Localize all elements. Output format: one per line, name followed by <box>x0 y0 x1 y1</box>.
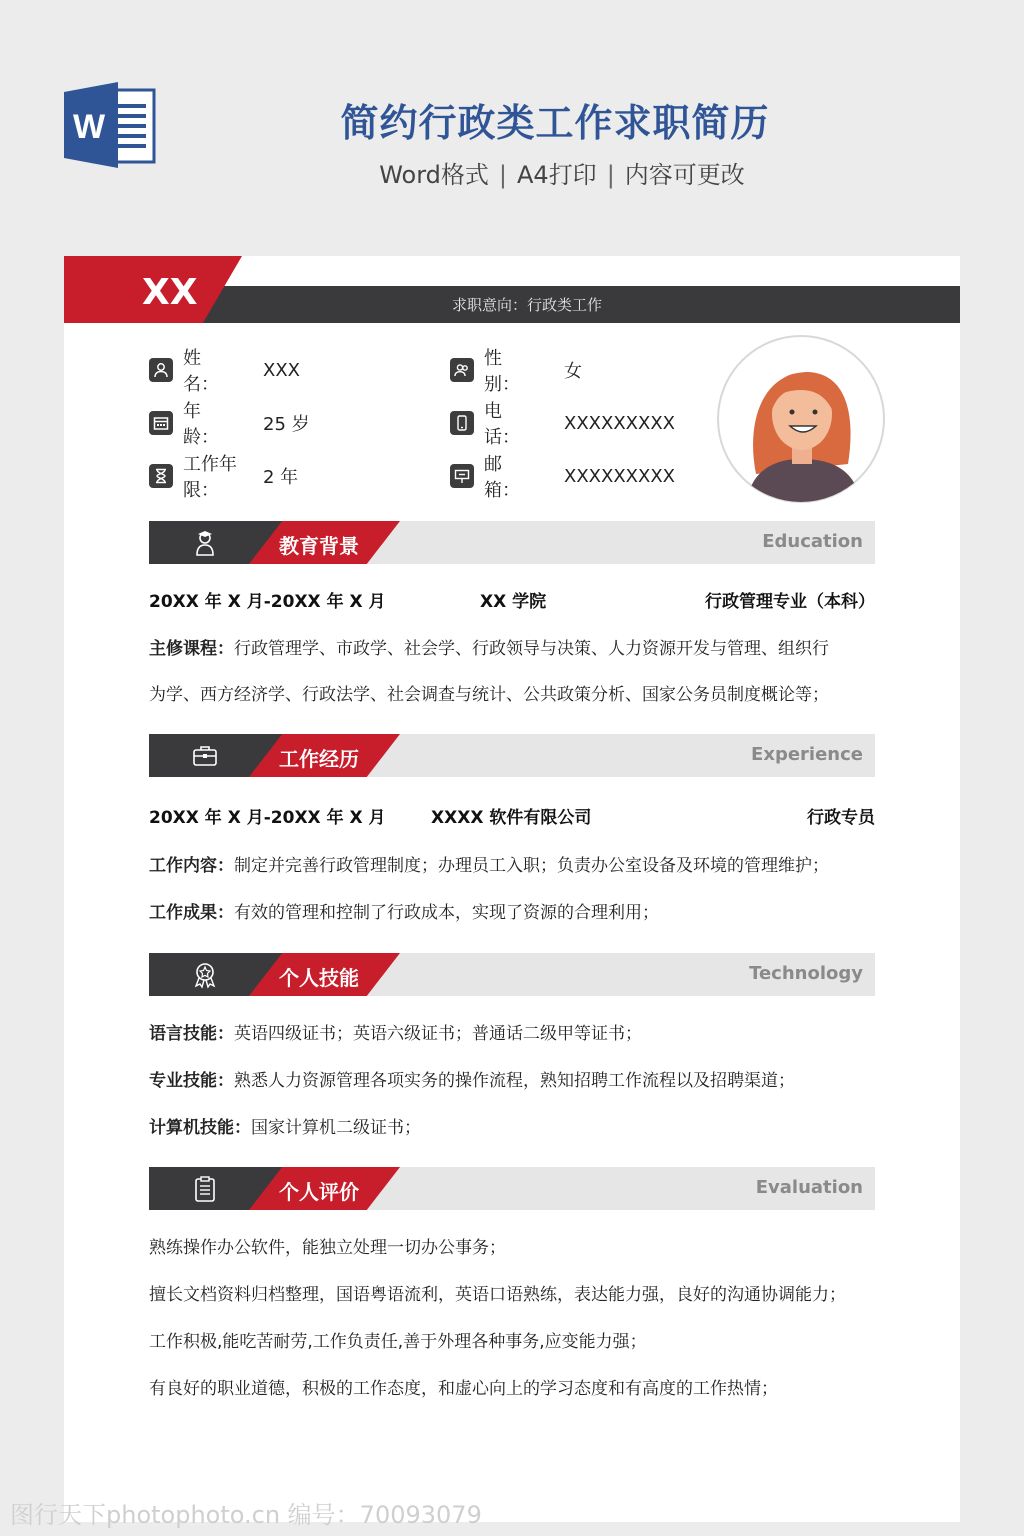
skill-text: 英语四级证书；英语六级证书；普通话二级甲等证书； <box>234 1024 642 1044</box>
info-label: 电 话： <box>484 401 538 448</box>
phone-icon <box>450 411 474 435</box>
section-title: 教育背景 <box>279 534 359 558</box>
job-intent: 求职意向：行政类工作 <box>452 296 603 314</box>
education-school: XX 学院 <box>480 592 547 612</box>
experience-company: XXXX 软件有限公司 <box>431 808 592 828</box>
section-title: 个人评价 <box>279 1180 359 1204</box>
graduate-icon <box>191 529 219 557</box>
courses-line1: 行政管理学、市政学、社会学、行政领导与决策、人力资源开发与管理、组织行 <box>234 639 829 659</box>
section-title-en: Evaluation <box>755 1177 863 1198</box>
section-skills-header <box>149 953 875 996</box>
skill-computer <box>149 1113 889 1138</box>
info-value: 女 <box>564 361 582 382</box>
skill-text: 熟悉人力资源管理各项实务的操作流程，熟知招聘工作流程以及招聘渠道； <box>234 1071 795 1091</box>
gender-icon <box>450 358 474 382</box>
section-evaluation-header <box>149 1167 875 1210</box>
courses-label: 主修课程： <box>149 639 234 659</box>
briefcase-icon <box>191 742 219 770</box>
skill-label: 计算机技能： <box>149 1118 251 1138</box>
skill-label: 专业技能： <box>149 1071 234 1091</box>
experience-result <box>149 898 889 923</box>
info-value: 25 岁 <box>263 414 310 435</box>
subtitle-editable: 内容可更改 <box>624 161 745 189</box>
subtitle-print: A4打印 <box>517 161 597 189</box>
education-major: 行政管理专业（本科） <box>705 592 875 612</box>
section-title-en: Technology <box>749 963 863 984</box>
resume-page <box>64 256 960 1522</box>
info-label: 工作年限： <box>183 454 237 501</box>
calendar-icon <box>149 411 173 435</box>
evaluation-line: 工作积极,能吃苦耐劳,工作负责任,善于外理各种事务,应变能力强； <box>149 1332 647 1352</box>
section-education-header <box>149 521 875 564</box>
subtitle-format: Word格式 <box>379 161 489 189</box>
page-subtitle <box>0 155 1024 190</box>
watermark: 图行天下photophoto.cn 编号：70093079 <box>10 1501 482 1529</box>
section-experience-header <box>149 734 875 777</box>
clipboard-icon <box>191 1175 219 1203</box>
content-label: 工作内容： <box>149 856 234 876</box>
resume-name-badge: XX <box>142 272 198 313</box>
section-title-en: Experience <box>751 744 863 765</box>
info-age <box>149 401 310 448</box>
word-logo-letter: W <box>73 108 106 146</box>
section-title: 个人技能 <box>279 966 359 990</box>
info-years <box>149 454 299 501</box>
skill-language <box>149 1019 889 1044</box>
evaluation-line: 有良好的职业道德，积极的工作态度，和虚心向上的学习态度和有高度的工作热情； <box>149 1379 778 1399</box>
skill-text: 国家计算机二级证书； <box>251 1118 421 1138</box>
experience-content <box>149 851 889 876</box>
info-label: 性 别： <box>484 348 538 395</box>
section-title-en: Education <box>762 531 863 552</box>
page-title: 简约行政类工作求职简历 <box>340 101 770 145</box>
evaluation-line: 擅长文档资料归档整理，国语粤语流利，英语口语熟练，表达能力强，良好的沟通协调能力； <box>149 1285 846 1305</box>
experience-position: 行政专员 <box>807 808 875 828</box>
evaluation-line: 熟练操作办公软件，能独立处理一切办公事务； <box>149 1238 506 1258</box>
info-phone <box>450 401 675 448</box>
info-label: 邮 箱： <box>484 454 538 501</box>
info-value: XXXXXXXXX <box>564 465 675 487</box>
education-period: 20XX 年 X 月-20XX 年 X 月 <box>149 592 386 612</box>
section-title: 工作经历 <box>279 747 359 771</box>
hourglass-icon <box>149 464 173 488</box>
result-text: 有效的管理和控制了行政成本，实现了资源的合理利用； <box>234 903 659 923</box>
experience-period: 20XX 年 X 月-20XX 年 X 月 <box>149 808 386 828</box>
user-icon <box>149 358 173 382</box>
education-courses <box>149 634 889 659</box>
info-name <box>149 348 300 395</box>
content-text: 制定并完善行政管理制度；办理员工入职；负责办公室设备及环境的管理维护； <box>234 856 829 876</box>
result-label: 工作成果： <box>149 903 234 923</box>
info-value: XXX <box>263 359 300 381</box>
info-label: 姓 名： <box>183 348 237 395</box>
subtitle-separator: | <box>498 161 507 189</box>
info-email <box>450 454 675 501</box>
award-icon <box>191 961 219 989</box>
subtitle-separator: | <box>606 161 615 189</box>
skill-professional <box>149 1066 889 1091</box>
skill-label: 语言技能： <box>149 1024 234 1044</box>
info-label: 年 龄： <box>183 401 237 448</box>
mail-icon <box>450 464 474 488</box>
education-courses-cont: 为学、西方经济学、行政法学、社会调查与统计、公共政策分析、国家公务员制度概论等； <box>149 685 829 705</box>
info-value: 2 年 <box>263 467 299 488</box>
info-value: XXXXXXXXX <box>564 412 675 434</box>
avatar <box>716 334 886 504</box>
info-gender <box>450 348 582 395</box>
